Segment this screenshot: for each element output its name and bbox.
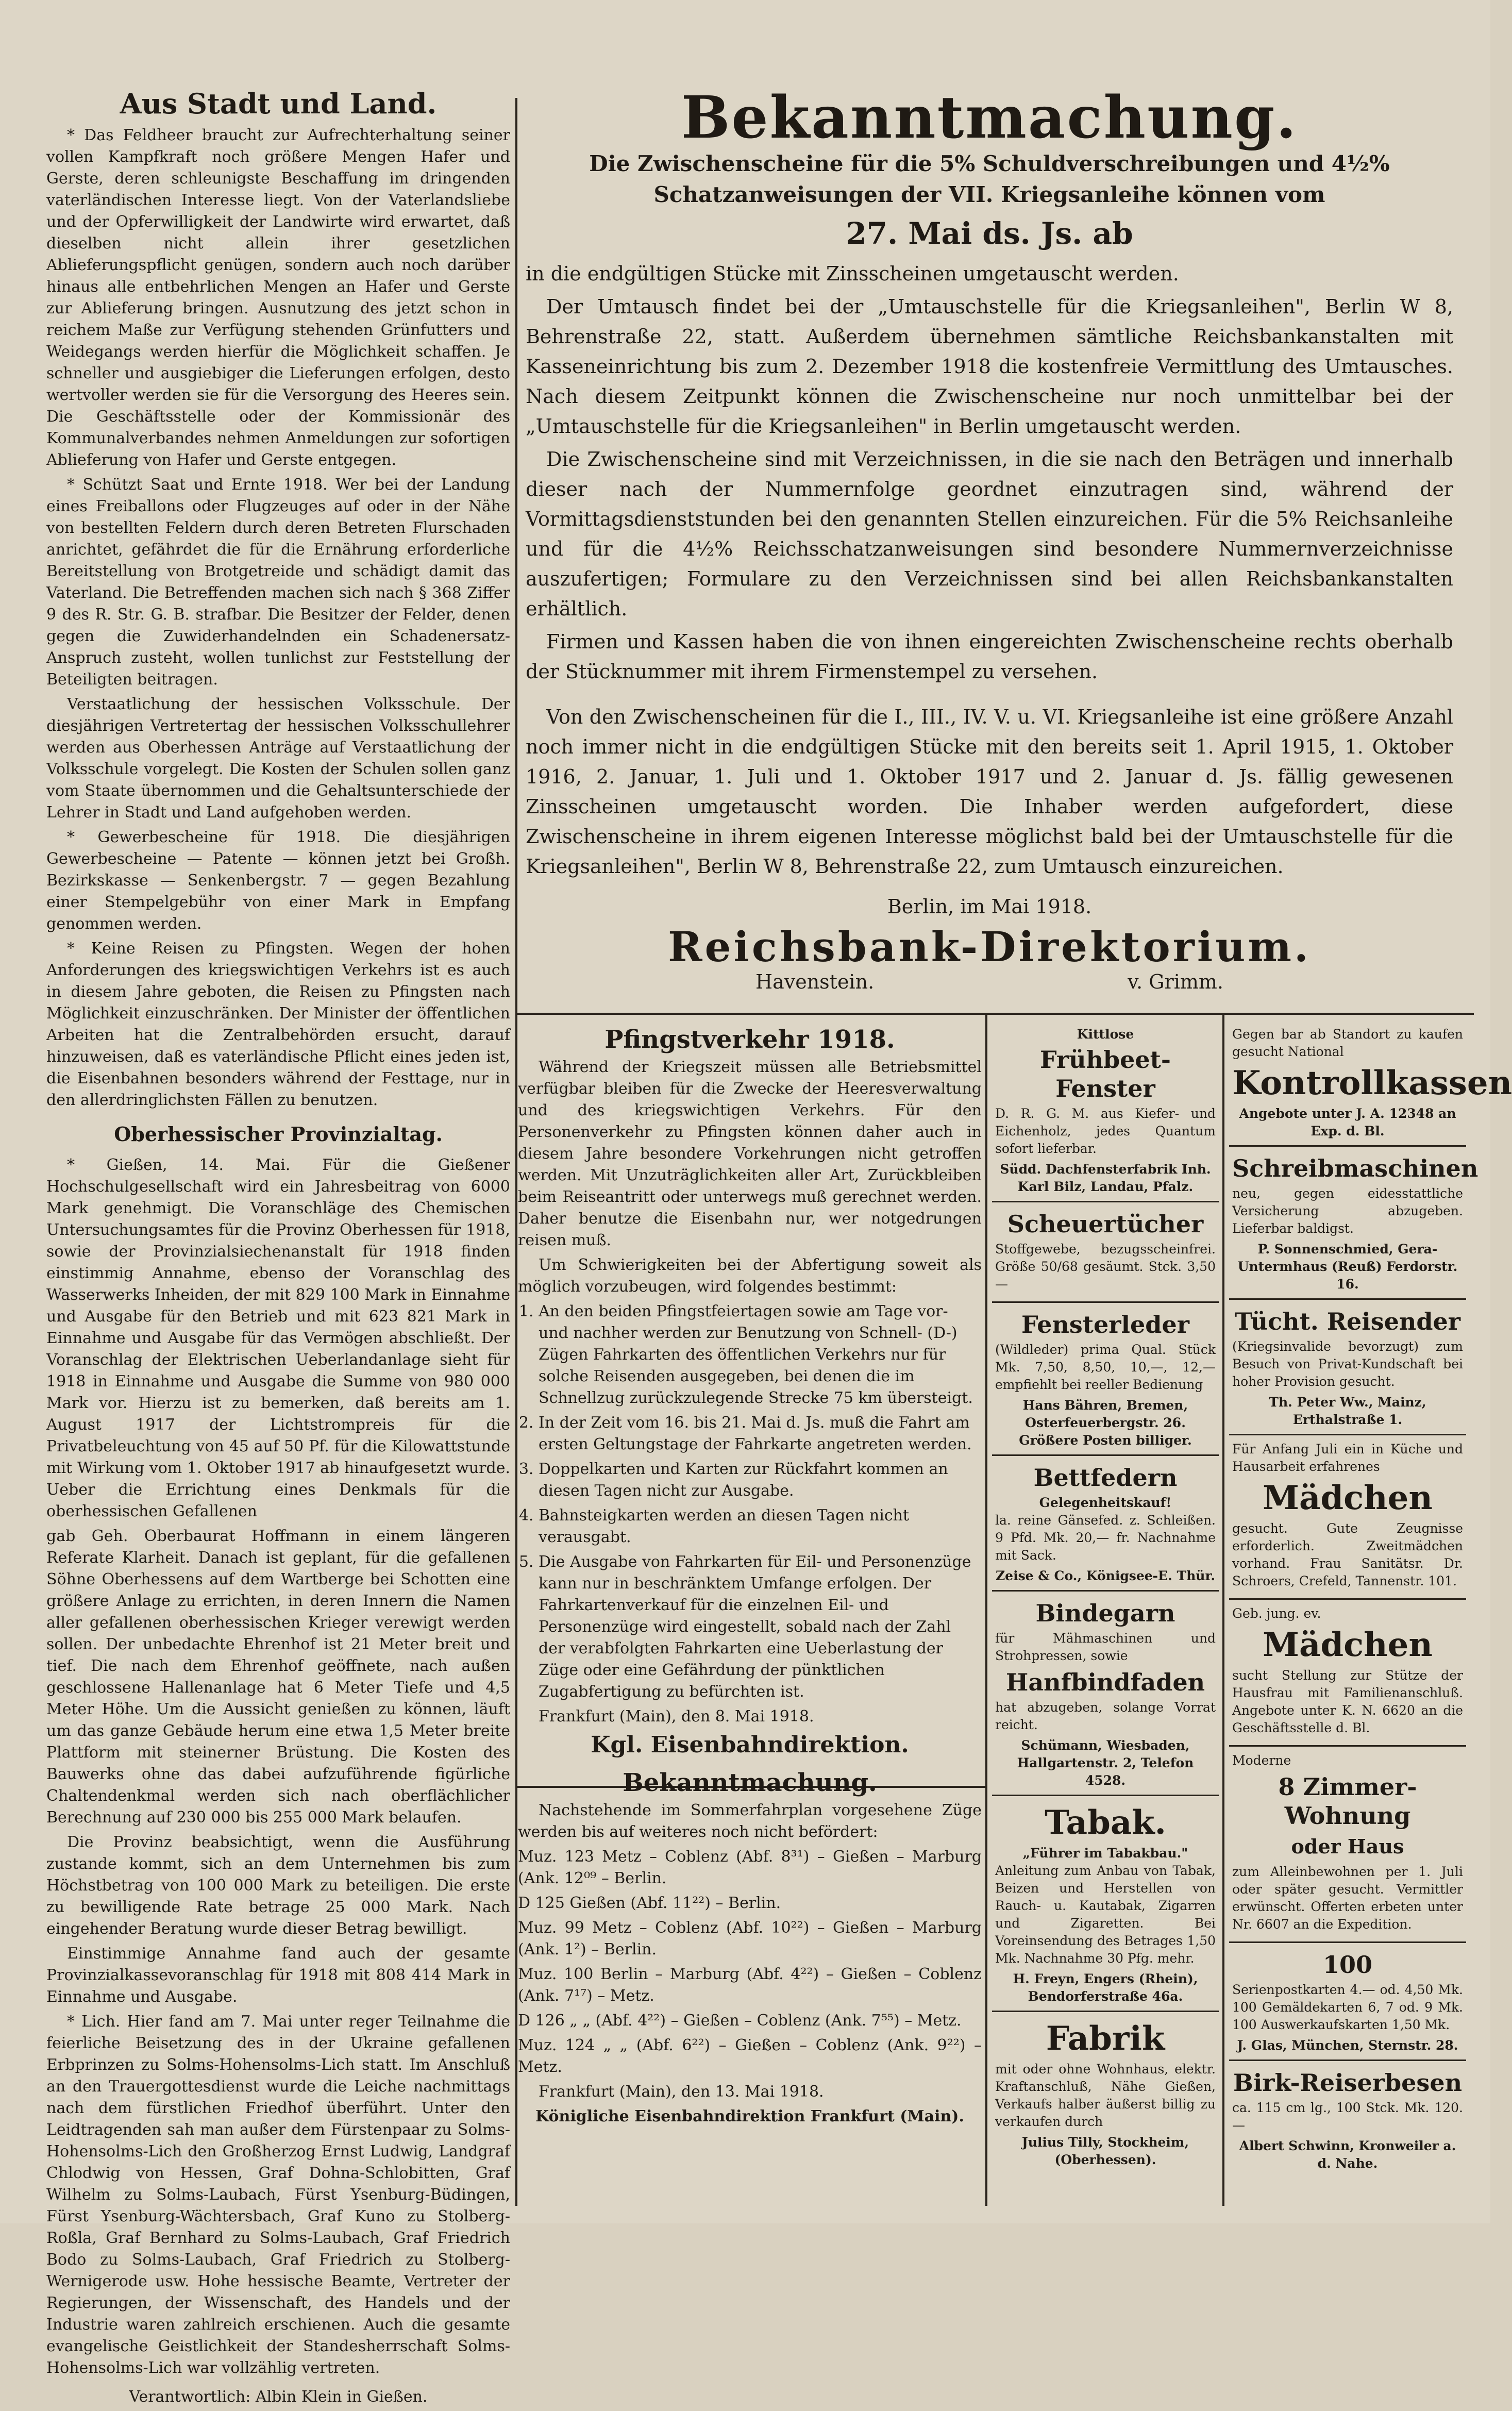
ad-firm: Th. Peter Ww., Mainz, Erthalstraße 1. — [1269, 1395, 1426, 1427]
advertisement — [992, 1796, 1219, 2012]
notice-signature: Kgl. Eisenbahndirektion. — [591, 1732, 909, 1758]
article-paragraph: * Gießen, 14. Mai. Für die Gießener Hochschulgesellschaft wird ein Jahresbeitrag von 6000 Mark genehmigt. Die Voranschläge des Chemischen Untersuchungsamtes für die Provinz Oberhessen für 1918, sowie der Provinzialsiechenanstalt für 1918 finden einstimmig Annahme, ebenso der Voranschlag des Wasserwerks Inheiden, der mit 829 100 Mark in Einnahme und Ausgabe für den Betrieb und mit 623 821 Mark in Einnahme und Ausgabe für das Vermögen abschließt. Der Voranschlag der Elektrischen Ueberlandanlage sieht für 1918 in Einnahme und Ausgabe die Summe von 980 000 Mark vor. Hierzu ist zu bemerken, daß bereits am 1. August 1917 der Lichtstrompreis für die Privatbeleuchtung von 45 auf 50 Pf. für die Kilowattstunde mit Wirkung vom 1. Oktober 1917 ab hinaufgesetzt wurde. Ueber die Errichtung eines Denkmals für die oberhessischen Gefallenen — [46, 1156, 510, 1520]
ad-subtitle: oder Haus — [1291, 1835, 1404, 1858]
article-paragraph: * Das Feldheer braucht zur Aufrechterhaltung seiner vollen Kampfkraft noch größere Mengen Hafer und Gerste, deren schleunigste Beschaffung im dringenden vaterländischen Interesse liegt. Von der Vaterlandsliebe und der Opferwilligkeit der Landwirte wird erwartet, daß dieselben nicht allein ihrer gesetzlichen Ablieferungspflicht genügen, sondern auch noch darüber hinaus alle entbehrlichen Mengen an Hafer und Gerste zur Ablieferung bringen. Ausnutzung des jetzt schon in reichem Maße zur Verfügung stehenden Grünfutters und Weidegangs werden hierfür die Möglichkeit schaffen. Je schneller und ausgiebiger die Lieferungen erfolgen, desto wertvoller werden sie für die Versorgung des Heeres sein. Die Geschäftsstelle oder der Kommissionär des Kommunalverbandes nehmen Anmeldungen zur sofortigen Ablieferung von Hafer und Gerste entgegen. — [46, 126, 510, 469]
notice-date: Frankfurt (Main), den 13. Mai 1918. — [539, 2083, 824, 2101]
list-item: 5. Die Ausgabe von Fahrkarten für Eil- und Personenzüge kann nur in beschränktem Umfange erfolgen. Der Fahrkartenverkauf für die einzelnen Eil- und Personenzüge wird eingestellt, sobald nach der Zahl der verabfolgten Fahrkarten eine Ueberlastung der Züge oder eine Gefährdung der pünktlichen Zugabfertigung zu befürchten ist. — [539, 1551, 982, 1703]
ad-body: D. R. G. M. aus Kiefer- und Eichenholz, jedes Quantum sofort lieferbar. — [995, 1106, 1216, 1156]
list-item: 3. Doppelkarten und Karten zur Rückfahrt kommen an diesen Tagen nicht zur Ausgabe. — [539, 1459, 982, 1502]
ad-body: Für Anfang Juli ein in Küche und Hausarbeit erfahrenes — [1232, 1442, 1463, 1474]
reichsbank-notice — [526, 82, 1453, 997]
advertisement — [1229, 1435, 1466, 1600]
ad-firm: zum Alleinbewohnen per 1. Juli oder später gesucht. Vermittler erwünscht. Offerten erbeten unter Nr. 6607 an die Expedition. — [1232, 1864, 1463, 1932]
train-row: Muz. 123 Metz – Coblenz (Abf. 8³¹) – Gießen – Marburg (Ank. 12⁰⁹ – Berlin. — [518, 1848, 982, 1887]
train-row: Muz. 99 Metz – Coblenz (Abf. 10²²) – Gießen – Marburg (Ank. 1²) – Berlin. — [518, 1919, 982, 1958]
notice-intro: Die Zwischenscheine für die 5% Schuldverschreibungen und 4½% Schatzanweisungen der VII. Kriegsanleihe können vom — [589, 151, 1390, 207]
notice-paragraph: Der Umtausch findet bei der „Umtauschstelle für die Kriegsanleihen", Berlin W 8, Behrenstraße 22, statt. Außerdem übernehmen sämtliche Reichsbankanstalten mit Kasseneinrichtung bis zum 2. Dezember 1918 die kostenfreie Vermittlung des Umtausches. Nach diesem Zeitpunkt können die Zwischenscheine nur noch unmittelbar bei der „Umtauschstelle für die Kriegsanleihen" in Berlin umgetauscht werden. — [526, 295, 1453, 438]
train-row: D 126 „ „ (Abf. 4²²) – Gießen – Coblenz (Ank. 7⁵⁵) – Metz. — [518, 2012, 962, 2030]
ad-title: Scheuertücher — [1007, 1210, 1204, 1238]
article-paragraph: Die Provinz beabsichtigt, wenn die Ausführung zustande kommt, sich an dem Unternehmen bis zum Höchstbetrag von 100 000 Mark zu beteiligen. Die erste zu bewilligende Rate betrage 25 000 Mark. Nach eingehender Beratung wurde dieser Betrag bewilligt. — [46, 1833, 510, 1938]
list-item: 4. Bahnsteigkarten werden an diesen Tagen nicht verausgabt. — [539, 1505, 982, 1548]
notice-date: 27. Mai ds. Js. ab — [846, 216, 1133, 251]
advertisement — [992, 1592, 1219, 1796]
notice-date: Frankfurt (Main), den 8. Mai 1918. — [539, 1707, 814, 1726]
train-row: D 125 Gießen (Abf. 11²²) – Berlin. — [518, 1894, 781, 1912]
ad-title: Hanfbindfaden — [1005, 1668, 1205, 1696]
list-item: 1. An den beiden Pfingstfeiertagen sowie am Tage vor- und nachher werden zur Benutzung von Schnell- (D-) Zügen Fahrkarten des öffentlichen Verkehrs nur für solche Reisenden ausgegeben, bei denen die im Schnellzug zurückzulegende Strecke 75 km übersteigt. — [539, 1301, 982, 1409]
ad-body: Geb. jung. ev. — [1232, 1606, 1321, 1621]
ads-column — [992, 1020, 1219, 2174]
railway-notices — [518, 1020, 982, 2131]
ad-body: Anleitung zum Anbau von Tabak, Beizen und Herstellen von Rauch- u. Kautabak, Zigarren und Zigaretten. Bei Voreinsendung des Betrages 1,50 Mk. Nachnahme 30 Pfg. mehr. — [995, 1863, 1216, 1966]
ad-firm: P. Sonnenschmied, Gera-Untermhaus (Reuß) Ferdorstr. 16. — [1237, 1242, 1458, 1292]
ad-title: Fensterleder — [1021, 1311, 1189, 1338]
ad-body: für Mähmaschinen und Strohpressen, sowie — [995, 1631, 1216, 1663]
ad-body: neu, gegen eidesstattliche Versicherung abzugeben. Lieferbar baldigst. — [1232, 1186, 1463, 1236]
advertisement — [1229, 1147, 1479, 1300]
advertisement — [1229, 1943, 1466, 2061]
ad-firm: Albert Schwinn, Kronweiler a. d. Nahe. — [1239, 2138, 1456, 2171]
ad-kicker: Kittlose — [1077, 1027, 1134, 1042]
article-paragraph: gab Geh. Oberbaurat Hoffmann in einem längeren Referate Klarheit. Danach ist geplant, für die gefallenen Söhne Oberhessens auf dem Wartberge bei Schotten eine größere Anlage zu errichten, in deren Innern die Namen aller gefallenen oberhessischen Krieger verewigt werden sollen. Der unbedachte Ehrenhof ist 21 Meter breit und tief. Die nach dem Ehrenhof geöffnete, nach außen geschlossene Hallenanlage hat 6 Meter Tiefe und 4,5 Meter Höhe. Um die Aussicht genießen zu können, läuft um das ganze Gebäude herum eine etwa 1,5 Meter breite Plattform mit steinerner Brüstung. Die Kosten des Bauwerks ohne das dabei aufzuführende figürliche Chaltendenkmal werden sich nach oberflächlicher Berechnung auf 230 000 bis 255 000 Mark belaufen. — [46, 1527, 510, 1827]
advertisement — [992, 1456, 1219, 1592]
notice-paragraph: Um Schwierigkeiten bei der Abfertigung soweit als möglich vorzubeugen, wird folgendes bestimmt: — [518, 1256, 982, 1296]
advertisement — [1229, 1020, 1512, 1147]
advertisement — [1229, 1600, 1466, 1747]
notice-paragraph: Firmen und Kassen haben die von ihnen eingereichten Zwischenscheine rechts oberhalb der Stücknummer mit ihrem Firmenstempel zu versehen. — [526, 630, 1453, 683]
ad-body: mit oder ohne Wohnhaus, elektr. Kraftanschluß, Nähe Gießen, Verkaufs halber äußerst billig zu verkaufen durch — [995, 2062, 1216, 2129]
ad-firm: H. Freyn, Engers (Rhein), Bendorferstraße 46a. — [1013, 1971, 1198, 2004]
ad-title: Frühbeet-Fenster — [1039, 1046, 1171, 1102]
train-row: Muz. 124 „ „ (Abf. 6²²) – Gießen – Coblenz (Ank. 9²²) – Metz. — [518, 2036, 982, 2076]
signatory-name: v. Grimm. — [1128, 970, 1224, 993]
ad-body: (Wildleder) prima Qual. Stück Mk. 7,50, 8,50, 10,—, 12,— empfiehlt bei reeller Bedienung — [995, 1342, 1216, 1392]
section-heading: Oberhessischer Provinzialtag. — [114, 1123, 443, 1146]
advertisement — [992, 2012, 1219, 2174]
advertisement — [1229, 1300, 1466, 1435]
notice-title: Bekanntmachung. — [681, 84, 1298, 152]
advertisement — [992, 1202, 1219, 1303]
notice-signature: Reichsbank-Direktorium. — [668, 923, 1311, 971]
local-news-column — [46, 82, 510, 2411]
article-paragraph: * Gewerbescheine für 1918. Die diesjährigen Gewerbescheine — Patente — können jetzt bei Großh. Bezirkskasse — Senkenbergstr. 7 — gegen Bezahlung einer Stempelgebühr von einer Mark in Empfang genommen werden. — [46, 828, 510, 933]
ad-firm: Angebote unter J. A. 12348 an Exp. d. Bl. — [1239, 1106, 1456, 1138]
ad-title: Kontrollkassen — [1232, 1064, 1512, 1102]
ad-title: 100 — [1322, 1951, 1373, 1979]
article-paragraph: * Lich. Hier fand am 7. Mai unter reger Teilnahme die feierliche Beisetzung des in der Ukraine gefallenen Erbprinzen zu Solms-Hohensolms-Lich statt. Im Anschluß an den Trauergottesdienst wurde die Leiche nachmittags nach dem fürstlichen Friedhof überführt. Unter den Leidtragenden sah man außer dem Fürstenpaar zu Solms-Hohensolms-Lich den Großherzog Ernst Ludwig, Landgraf Chlodwig von Hessen, Graf Dohna-Schlobitten, Graf Wilhelm zu Solms-Laubach, Fürst Ysenburg-Büdingen, Fürst Ysenburg-Wächtersbach, Graf Kuno zu Stolberg-Roßla, Graf Bernhard zu Solms-Laubach, Graf Friedrich Bodo zu Solms-Laubach, Graf Friedrich zu Stolberg-Wernigerode usw. Hohe hessische Beamte, Vertreter der Regierungen, der Wissenschaft, des Handels und der Industrie waren zahlreich erschienen. Auch die gesamte evangelische Geistlichkeit der Standesherrschaft Solms-Hohensolms-Lich war vollzählig vertreten. — [46, 2013, 510, 2377]
signatory-name: Havenstein. — [755, 970, 875, 993]
ad-body: (Kriegsinvalide bevorzugt) zum Besuch von Privat-Kundschaft bei hoher Provision gesucht. — [1232, 1339, 1463, 1389]
ad-body: Moderne — [1232, 1753, 1291, 1768]
editor-credit: Verantwortlich: Albin Klein in Gießen. — [129, 2388, 428, 2406]
notice-paragraph: Von den Zwischenscheinen für die I., III., IV. V. u. VI. Kriegsanleihe ist eine größere Anzahl noch immer nicht in die endgültigen Stücke mit den bereits seit 1. April 1915, 1. Oktober 1916, 2. Januar, 1. Juli und 1. Oktober 1917 und 2. Januar d. Js. fällig gewesenen Zinsscheinen umgetauscht worden. Die Inhaber werden aufgefordert, diese Zwischenscheine in ihrem eigenen Interesse möglichst bald bei der Umtauschstelle für die Kriegsanleihen", Berlin W 8, Behrenstraße 22, zum Umtausch einzureichen. — [526, 706, 1453, 878]
ad-body: Serienpostkarten 4.— od. 4,50 Mk. 100 Gemäldekarten 6, 7 od. 9 Mk. 100 Auswerkaufskarten 1,50 Mk. — [1232, 1982, 1463, 2032]
advertisement — [992, 1020, 1219, 1202]
ad-subtitle: „Führer im Tabakbau." — [1022, 1846, 1188, 1861]
ad-title: Schreibmaschinen — [1232, 1154, 1479, 1182]
section-heading: Aus Stadt und Land. — [120, 87, 437, 120]
ad-title: Mädchen — [1263, 1479, 1433, 1517]
column-rule — [1222, 1013, 1224, 2206]
article-paragraph: Verstaatlichung der hessischen Volksschule. Der diesjährigen Vertretertag der hessischen Volksschullehrer werden aus Oberhessen Anträge auf Verstaatlichung der Volksschule vorgelegt. Die Kosten der Schulen sollen ganz vom Staate übernommen und die Gehaltsunterschiede der Lehrer in Stadt und Land aufgehoben werden. — [46, 695, 510, 822]
advertisement — [1229, 1747, 1466, 1943]
section-rule — [515, 1013, 1474, 1015]
article-paragraph: * Schützt Saat und Ernte 1918. Wer bei der Landung eines Freiballons oder Flugzeuges auf oder in der Nähe von bestellten Feldern durch deren Betreten Flurschaden anrichtet, gefährdet die für die Ernährung erforderliche Bereitstellung von Brotgetreide und schädigt damit das Vaterland. Die Betreffenden machen sich nach § 368 Ziffer 9 des R. Str. G. B. strafbar. Die Besitzer der Felder, denen gegen die Zuwiderhandelnden ein Schadenersatz-Anspruch zusteht, wollen tunlichst zur Feststellung der Beteiligten beitragen. — [46, 476, 510, 689]
ad-body: ca. 115 cm lg., 100 Stck. Mk. 120.— — [1232, 2100, 1463, 2133]
train-row: Muz. 100 Berlin – Marburg (Abf. 4²²) – Gießen – Coblenz (Ank. 7¹⁷) – Metz. — [518, 1965, 982, 2005]
list-item: 2. In der Zeit vom 16. bis 21. Mai d. Js. muß die Fahrt am ersten Geltungstage der Fahrkarte angetreten werden. — [539, 1412, 982, 1455]
ad-firm: Schümann, Wiesbaden, Hallgartenstr. 2, Telefon 4528. — [1017, 1738, 1194, 1788]
ad-body: Gegen bar ab Standort zu kaufen gesucht National — [1232, 1027, 1463, 1059]
notice-paragraph: Nachstehende im Sommerfahrplan vorgesehene Züge werden bis auf weiteres noch nicht befördert: — [518, 1801, 982, 1841]
ad-title: Bindegarn — [1035, 1599, 1175, 1627]
column-rule — [985, 1013, 987, 2206]
ad-firm: gesucht. Gute Zeugnisse erforderlich. Zweitmädchen vorhand. Frau Sanitätsr. Dr. Schroers, Crefeld, Tannenstr. 101. — [1232, 1521, 1463, 1588]
notice-title: Pfingstverkehr 1918. — [604, 1025, 895, 1054]
notice-paragraph: in die endgültigen Stücke mit Zinsscheinen umgetauscht werden. — [526, 262, 1179, 285]
ad-firm: Hans Bähren, Bremen, Osterfeuerbergstr. 26. Größere Posten billiger. — [1019, 1398, 1192, 1448]
ad-title: Fabrik — [1046, 2019, 1165, 2058]
advertisement — [992, 1303, 1219, 1456]
ad-title: Tücht. Reisender — [1234, 1308, 1461, 1335]
ad-body: hat abzugeben, solange Vorrat reicht. — [995, 1700, 1216, 1732]
notice-paragraph: Während der Kriegszeit müssen alle Betriebsmittel verfügbar bleiben für die Zwecke der Heeresverwaltung und des kriegswichtigen Verkehrs. Für den Personenverkehr zu Pfingsten können daher auch in diesem Jahre besondere Vorkehrungen nicht getroffen werden. Mit Unzuträglichkeiten aller Art, Zurückbleiben beim Reiseantritt oder unterwegs muß gerechnet werden. Daher benutze die Eisenbahn nur, wer notgedrungen reisen muß. — [518, 1058, 982, 1249]
ad-title: Birk-Reiserbesen — [1233, 2069, 1463, 2097]
ad-subtitle: Gelegenheitskauf! — [1039, 1495, 1172, 1510]
ad-firm: Julius Tilly, Stockheim, (Oberhessen). — [1021, 2135, 1189, 2167]
ad-title: Mädchen — [1263, 1626, 1433, 1664]
column-rule — [515, 98, 517, 2206]
article-paragraph: * Keine Reisen zu Pfingsten. Wegen der hohen Anforderungen des kriegswichtigen Verkehrs ist es auch in diesem Jahre geboten, die Reisen zu Pfingsten nach Möglichkeit einzuschränken. Der Minister der öffentlichen Arbeiten hat die Zentralbehörden ersucht, darauf hinzuweisen, daß es vaterländische Pflicht eines jeden ist, die Eisenbahnen besonders während der Festtage, nur in den allerdringlichsten Fällen zu benutzen. — [46, 940, 510, 1109]
ad-firm: sucht Stellung zur Stütze der Hausfrau mit Familienanschluß. Angebote unter K. N. 6620 an die Geschäftsstelle d. Bl. — [1232, 1668, 1463, 1735]
notice-place: Berlin, im Mai 1918. — [887, 895, 1092, 918]
ad-body: Stoffgewebe, bezugsscheinfrei. Größe 50/68 gesäumt. Stck. 3,50— — [995, 1242, 1216, 1292]
ad-firm: J. Glas, München, Sternstr. 28. — [1237, 2038, 1458, 2053]
notice-title: Bekanntmachung. — [623, 1768, 877, 1797]
ads-column — [1229, 1020, 1512, 2178]
article-paragraph: Einstimmige Annahme fand auch der gesamte Provinzialkassevoranschlag für 1918 mit 808 414 Mark in Einnahme und Ausgabe. — [46, 1945, 510, 2006]
ad-firm: Zeise & Co., Königsee-E. Thür. — [995, 1568, 1216, 1583]
ad-firm: Südd. Dachfensterfabrik Inh. Karl Bilz, Landau, Pfalz. — [1000, 1162, 1211, 1194]
rule-list — [518, 1301, 982, 1703]
ad-body: la. reine Gänsefed. z. Schleißen. 9 Pfd. Mk. 20,— fr. Nachnahme mit Sack. — [995, 1513, 1216, 1563]
ad-title: 8 Zimmer-Wohnung — [1278, 1773, 1417, 1830]
notice-signature: Königliche Eisenbahndirektion Frankfurt (Main). — [535, 2107, 964, 2125]
ad-title: Tabak. — [1045, 1803, 1166, 1842]
ad-title: Bettfedern — [1033, 1464, 1178, 1492]
advertisement — [1229, 2061, 1466, 2178]
notice-paragraph: Die Zwischenscheine sind mit Verzeichnissen, in die sie nach den Beträgen und innerhalb dieser nach der Nummernfolge geordnet einzutragen sind, während der Vormittagsdienststunden bei den genannten Stellen einzureichen. Für die 5% Reichsanleihe und für die 4½% Reichsschatzanweisungen sind besondere Nummernverzeichnisse auszufertigen; Formulare zu den Verzeichnissen sind bei allen Reichsbankanstalten erhältlich. — [526, 448, 1453, 620]
